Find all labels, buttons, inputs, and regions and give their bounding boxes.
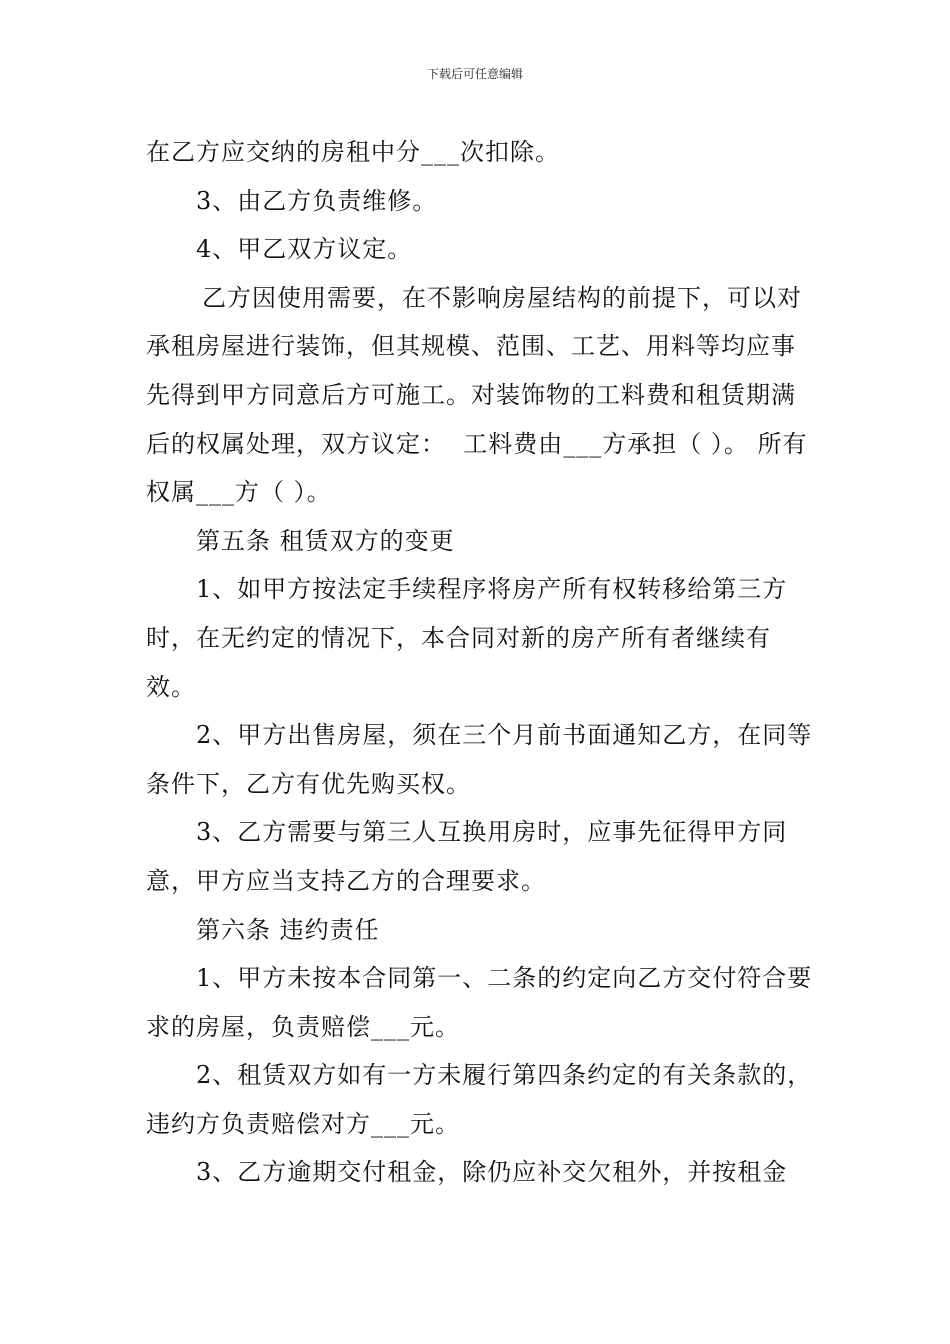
paragraph-article-5-item-2: 2、甲方出售房屋，须在三个月前书面通知乙方，在同等条件下，乙方有优先购买权。: [146, 721, 813, 798]
section-heading-article-6: 第六条 违约责任: [196, 915, 380, 944]
paragraph-article-5-item-3: 3、乙方需要与第三人互换用房时，应事先征得甲方同意，甲方应当支持乙方的合理要求。: [146, 818, 788, 895]
paragraph-article-5-item-1: 1、如甲方按法定手续程序将房产所有权转移给第三方时，在无约定的情况下，本合同对新的房产所有者继续有效。: [146, 575, 788, 701]
paragraph-article-6-item-1: 1、甲方未按本合同第一、二条的约定向乙方交付符合要求的房屋，负责赔偿___元。: [146, 964, 813, 1041]
paragraph-article-6-item-3: 3、乙方逾期交付租金，除仍应补交欠租外，并按租金: [196, 1158, 788, 1187]
page-header: 下载后可任意编辑: [426, 67, 523, 81]
section-heading-article-5: 第五条 租赁双方的变更: [196, 526, 455, 555]
paragraph-clause-4: 4、甲乙双方议定。: [196, 235, 413, 264]
paragraph-decoration: 乙方因使用需要，在不影响房屋结构的前提下，可以对承租房屋进行装饰，但其规模、范围、工艺、用料等均应事先得到甲方同意后方可施工。对装饰物的工料费和租赁期满后的权属处理，双方议定： 工料费由___方承担（ ）。 所有权属___方（ ）。: [146, 283, 808, 507]
paragraph-clause-3: 3、由乙方负责维修。: [196, 186, 438, 215]
paragraph-article-6-item-2: 2、租赁双方如有一方未履行第四条约定的有关条款的，违约方负责赔偿对方___元。: [146, 1061, 813, 1138]
document-body: [146, 128, 816, 1197]
paragraph-continuation: 在乙方应交纳的房租中分___次扣除。: [146, 138, 560, 166]
